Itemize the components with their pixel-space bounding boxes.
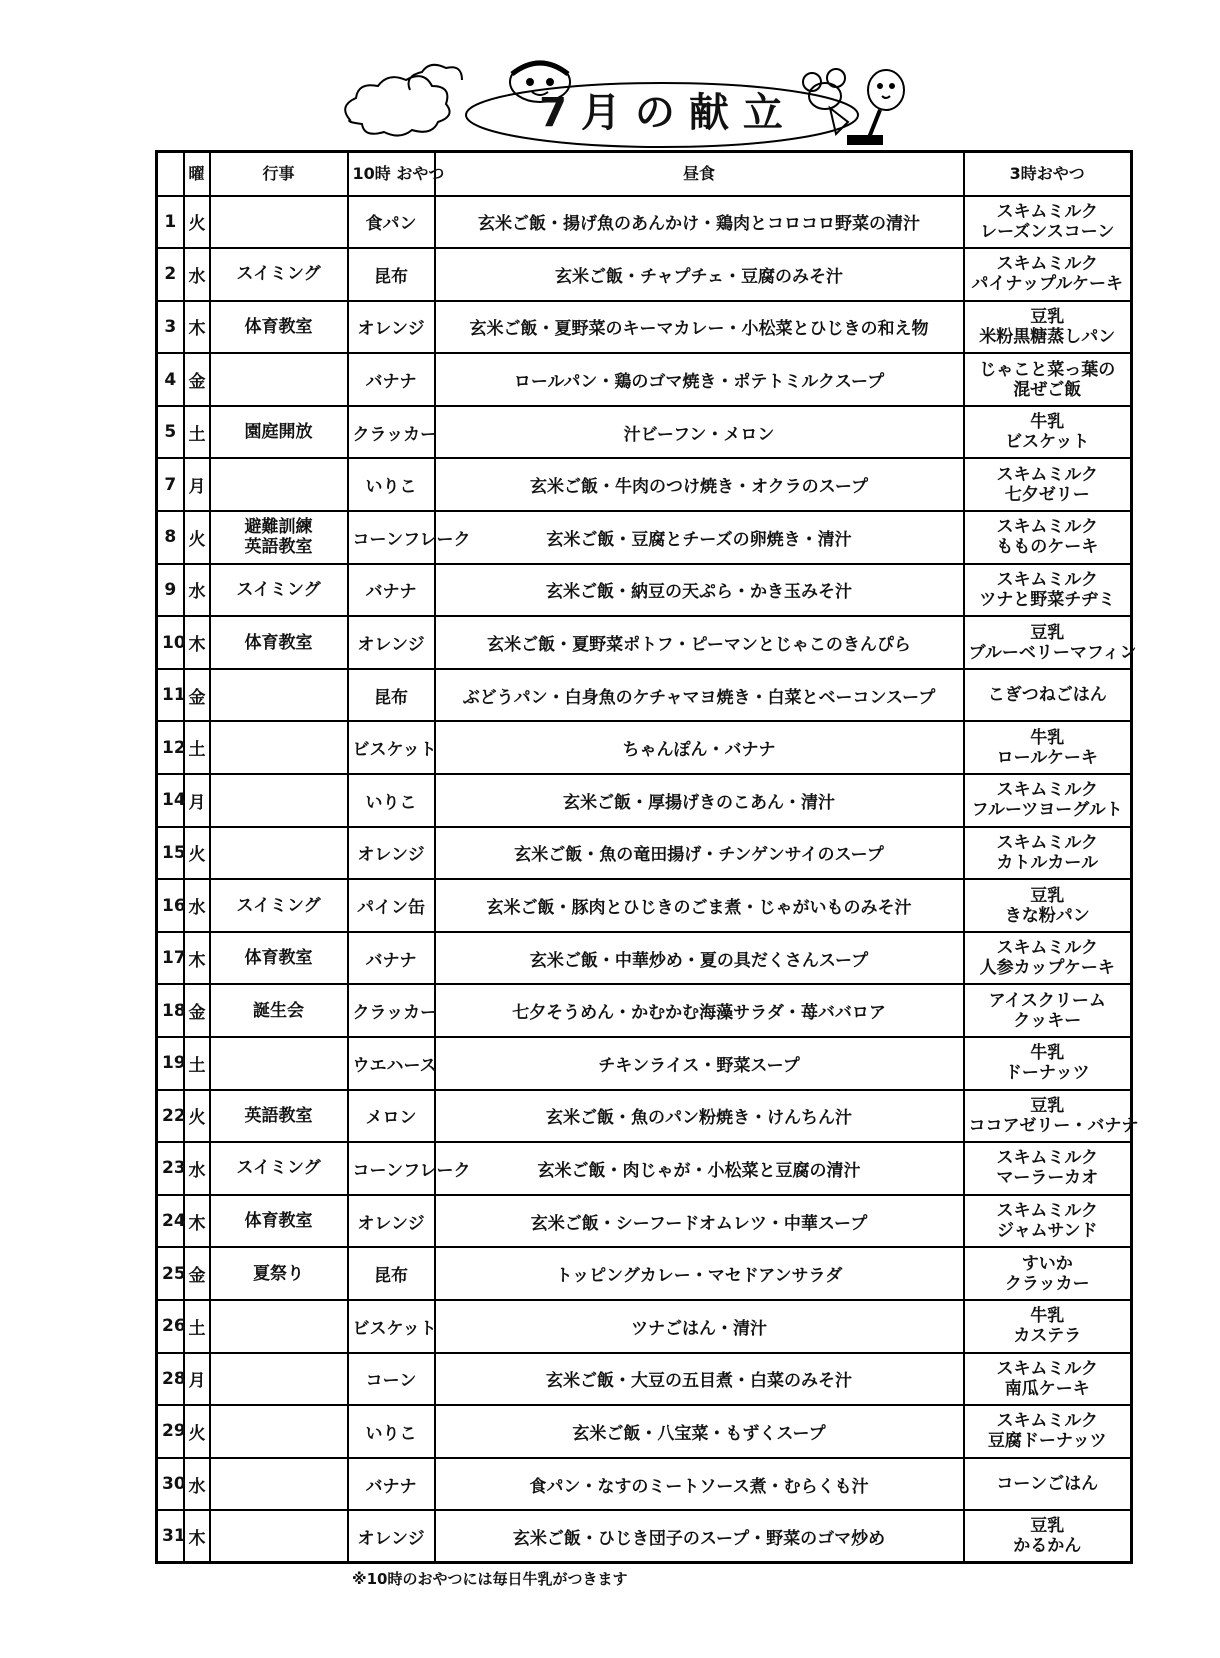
- menu-table: [155, 150, 1139, 1564]
- date-cell: 29: [157, 1405, 184, 1458]
- snack-pm-line: スキムミルク: [996, 1201, 1098, 1222]
- snack-pm-line: スキムミルク: [996, 780, 1098, 801]
- lunch-cell: 玄米ご飯・魚のパン粉焼き・けんちん汁: [435, 1090, 964, 1143]
- table-row: [157, 1090, 1132, 1143]
- snack-pm-line: スキムミルク: [996, 254, 1098, 275]
- header-snack-am-line1: 10時: [352, 164, 391, 184]
- event-cell: [210, 932, 348, 985]
- event-cell: [210, 669, 348, 722]
- snack-pm-cell: [964, 1510, 1132, 1563]
- snack-am-cell: いりこ: [348, 1405, 435, 1458]
- table-row: [157, 1037, 1132, 1090]
- snack-pm-line: 牛乳: [1030, 727, 1065, 748]
- event-cell: [210, 721, 348, 774]
- event-cell: [210, 1300, 348, 1353]
- snack-pm-cell: [964, 932, 1132, 985]
- date-cell: 25: [157, 1247, 184, 1300]
- snack-pm-line: 豆乳: [1030, 306, 1065, 327]
- snack-am-cell: クラッカー: [348, 406, 435, 459]
- snack-am-cell: 食パン: [348, 196, 435, 249]
- lunch-cell: 玄米ご飯・肉じゃが・小松菜と豆腐の清汁: [435, 1142, 964, 1195]
- snack-pm-cell: [964, 1353, 1132, 1406]
- event-line: 体育教室: [244, 948, 313, 969]
- snack-pm-line: マーラーカオ: [996, 1168, 1099, 1189]
- snack-pm-line: スキムミルク: [996, 1358, 1098, 1379]
- event-cell: [210, 196, 348, 249]
- snack-am-cell: コーン: [348, 1353, 435, 1406]
- header-snack-am: [348, 152, 445, 196]
- lunch-cell: 玄米ご飯・シーフードオムレツ・中華スープ: [435, 1195, 964, 1248]
- snack-pm-cell: [964, 1247, 1132, 1300]
- snack-pm-line: パイナップルケーキ: [971, 274, 1124, 295]
- snack-pm-line: 豆乳: [1030, 622, 1065, 643]
- header-snack-am-line2: おやつ: [396, 164, 445, 184]
- dow-cell: 木: [184, 301, 210, 354]
- table-row: [157, 301, 1132, 354]
- dow-cell: 金: [184, 1247, 210, 1300]
- dow-cell: 木: [184, 1510, 210, 1563]
- snack-pm-line: すいか: [1021, 1253, 1073, 1274]
- table-row: [157, 1300, 1132, 1353]
- dow-cell: 木: [184, 616, 210, 669]
- date-cell: 23: [157, 1142, 184, 1195]
- snack-pm-line: クラッカー: [1004, 1273, 1090, 1294]
- snack-pm-cell: [964, 774, 1132, 827]
- snack-am-cell: バナナ: [348, 1458, 435, 1511]
- snack-am-cell: コーンフレーク: [348, 511, 435, 564]
- dow-cell: 水: [184, 248, 210, 301]
- snack-am-cell: コーンフレーク: [348, 1142, 435, 1195]
- snack-am-cell: バナナ: [348, 353, 435, 406]
- event-line: スイミング: [236, 895, 321, 916]
- snack-pm-line: クッキー: [1013, 1010, 1082, 1031]
- table-row: [157, 1142, 1132, 1195]
- snack-pm-cell: [964, 248, 1132, 301]
- snack-am-cell: パイン缶: [348, 879, 435, 932]
- table-row: [157, 879, 1132, 932]
- event-cell: [210, 1510, 348, 1563]
- dow-cell: 火: [184, 827, 210, 880]
- table-row: [157, 406, 1132, 459]
- snack-am-cell: ウエハース: [348, 1037, 435, 1090]
- snack-am-cell: 昆布: [348, 248, 435, 301]
- snack-am-cell: メロン: [348, 1090, 435, 1143]
- table-row: [157, 248, 1132, 301]
- dow-cell: 金: [184, 669, 210, 722]
- event-cell: [210, 616, 348, 669]
- event-line: 英語教室: [244, 1105, 313, 1126]
- event-cell: [210, 1247, 348, 1300]
- dow-cell: 金: [184, 353, 210, 406]
- snack-am-cell: オレンジ: [348, 301, 435, 354]
- event-line: 体育教室: [244, 632, 313, 653]
- dow-cell: 水: [184, 1142, 210, 1195]
- date-cell: 4: [157, 353, 184, 406]
- date-cell: 15: [157, 827, 184, 880]
- snack-pm-line: 混ぜご飯: [1013, 379, 1082, 400]
- dow-cell: 土: [184, 1300, 210, 1353]
- event-cell: [210, 1458, 348, 1511]
- table-row: [157, 1405, 1132, 1458]
- table-row: [157, 1458, 1132, 1511]
- table-row: [157, 721, 1132, 774]
- date-cell: 18: [157, 984, 184, 1037]
- table-row: [157, 1353, 1132, 1406]
- table-row: [157, 984, 1132, 1037]
- snack-pm-line: スキムミルク: [996, 517, 1098, 538]
- snack-am-cell: オレンジ: [348, 616, 435, 669]
- dow-cell: 水: [184, 564, 210, 617]
- snack-am-cell: いりこ: [348, 774, 435, 827]
- snack-am-cell: 昆布: [348, 1247, 435, 1300]
- event-line: 園庭開放: [244, 422, 313, 443]
- snack-pm-cell: [964, 984, 1132, 1037]
- event-cell: [210, 774, 348, 827]
- snack-pm-line: ツナと野菜チヂミ: [979, 589, 1116, 610]
- snack-pm-line: フルーツヨーグルト: [971, 800, 1123, 821]
- dow-cell: 水: [184, 1458, 210, 1511]
- lunch-cell: 玄米ご飯・大豆の五目煮・白菜のみそ汁: [435, 1353, 964, 1406]
- snack-pm-cell: [964, 616, 1137, 669]
- snack-pm-cell: [964, 1090, 1139, 1143]
- dow-cell: 火: [184, 1090, 210, 1143]
- date-cell: 12: [157, 721, 184, 774]
- header-lunch: 昼食: [435, 152, 964, 196]
- snack-pm-cell: [964, 1405, 1132, 1458]
- date-cell: 11: [157, 669, 184, 722]
- snack-pm-line: スキムミルク: [996, 832, 1098, 853]
- dow-cell: 火: [184, 511, 210, 564]
- event-cell: [210, 406, 348, 459]
- menu-body: [157, 196, 1139, 1563]
- snack-am-cell: ビスケット: [348, 1300, 435, 1353]
- lunch-cell: ちゃんぽん・バナナ: [435, 721, 964, 774]
- snack-pm-line: じゃこと菜っ葉の: [979, 359, 1116, 380]
- date-cell: 16: [157, 879, 184, 932]
- snack-pm-line: 南瓜ケーキ: [1004, 1378, 1090, 1399]
- snack-pm-cell: [964, 1037, 1132, 1090]
- date-cell: 19: [157, 1037, 184, 1090]
- snack-pm-line: かるかん: [1013, 1536, 1082, 1557]
- event-line: スイミング: [236, 579, 321, 600]
- snack-pm-line: アイスクリーム: [988, 990, 1106, 1011]
- snack-pm-line: 人参カップケーキ: [979, 958, 1115, 979]
- snack-pm-line: 牛乳: [1030, 412, 1065, 433]
- event-cell: [210, 353, 348, 406]
- snack-am-cell: ビスケット: [348, 721, 435, 774]
- snack-pm-line: スキムミルク: [996, 201, 1098, 222]
- snack-pm-line: ココアゼリー・バナナ: [968, 1115, 1139, 1136]
- snack-pm-line: 米粉黒糖蒸しパン: [979, 326, 1116, 347]
- snack-pm-line: コーンごはん: [996, 1474, 1099, 1495]
- snack-pm-line: もものケーキ: [996, 537, 1099, 558]
- event-cell: [210, 984, 348, 1037]
- snack-am-cell: バナナ: [348, 932, 435, 985]
- event-line: スイミング: [236, 1158, 321, 1179]
- snack-pm-cell: [964, 353, 1132, 406]
- snack-pm-line: ブルーベリーマフィン: [968, 642, 1137, 663]
- date-cell: 22: [157, 1090, 184, 1143]
- snack-pm-line: 豆乳: [1030, 885, 1065, 906]
- snack-am-cell: オレンジ: [348, 827, 435, 880]
- lunch-cell: 玄米ご飯・牛肉のつけ焼き・オクラのスープ: [435, 458, 964, 511]
- snack-pm-cell: [964, 301, 1132, 354]
- date-cell: 5: [157, 406, 184, 459]
- event-cell: [210, 1405, 348, 1458]
- dow-cell: 木: [184, 1195, 210, 1248]
- lunch-cell: 玄米ご飯・魚の竜田揚げ・チンゲンサイのスープ: [435, 827, 964, 880]
- snack-pm-line: 牛乳: [1030, 1306, 1065, 1327]
- snack-pm-cell: [964, 458, 1132, 511]
- event-cell: [210, 511, 348, 564]
- snack-pm-cell: [964, 511, 1132, 564]
- snack-pm-line: ドーナッツ: [1004, 1063, 1090, 1084]
- date-cell: 3: [157, 301, 184, 354]
- lunch-cell: 玄米ご飯・中華炒め・夏の具だくさんスープ: [435, 932, 964, 985]
- dow-cell: 金: [184, 984, 210, 1037]
- snack-am-cell: オレンジ: [348, 1510, 435, 1563]
- event-cell: [210, 248, 348, 301]
- event-cell: [210, 564, 348, 617]
- date-cell: 28: [157, 1353, 184, 1406]
- snack-pm-line: 豆乳: [1030, 1516, 1065, 1537]
- lunch-cell: 玄米ご飯・夏野菜のキーマカレー・小松菜とひじきの和え物: [435, 301, 964, 354]
- table-row: [157, 1510, 1132, 1563]
- snack-pm-line: スキムミルク: [996, 1411, 1098, 1432]
- event-cell: [210, 1090, 348, 1143]
- lunch-cell: 汁ビーフン・メロン: [435, 406, 964, 459]
- header-dow: 曜: [184, 152, 210, 196]
- event-cell: [210, 827, 348, 880]
- date-cell: 8: [157, 511, 184, 564]
- date-cell: 2: [157, 248, 184, 301]
- snack-pm-line: ビスケット: [1005, 432, 1090, 453]
- event-cell: [210, 301, 348, 354]
- snack-am-cell: いりこ: [348, 458, 435, 511]
- lunch-cell: 玄米ご飯・チャプチェ・豆腐のみそ汁: [435, 248, 964, 301]
- snack-pm-cell: [964, 406, 1132, 459]
- date-cell: 24: [157, 1195, 184, 1248]
- snack-am-cell: オレンジ: [348, 1195, 435, 1248]
- date-cell: 31: [157, 1510, 184, 1563]
- snack-am-cell: 昆布: [348, 669, 435, 722]
- lunch-cell: ツナごはん・清汁: [435, 1300, 964, 1353]
- snack-pm-line: ロールケーキ: [996, 747, 1098, 768]
- snack-pm-cell: [964, 721, 1132, 774]
- date-cell: 7: [157, 458, 184, 511]
- table-row: [157, 196, 1132, 249]
- event-cell: [210, 1353, 348, 1406]
- lunch-cell: 玄米ご飯・ひじき団子のスープ・野菜のゴマ炒め: [435, 1510, 964, 1563]
- event-cell: [210, 879, 348, 932]
- snack-pm-line: 豆乳: [1030, 1095, 1065, 1116]
- snack-pm-cell: [964, 564, 1132, 617]
- event-line: 避難訓練: [244, 517, 313, 538]
- snack-pm-cell: [964, 1142, 1132, 1195]
- date-cell: 1: [157, 196, 184, 249]
- event-cell: [210, 1142, 348, 1195]
- snack-pm-line: カステラ: [1013, 1326, 1082, 1347]
- lunch-cell: チキンライス・野菜スープ: [435, 1037, 964, 1090]
- date-cell: 14: [157, 774, 184, 827]
- dow-cell: 火: [184, 1405, 210, 1458]
- snack-pm-line: ジャムサンド: [997, 1221, 1098, 1242]
- header-snack-pm: 3時おやつ: [964, 152, 1132, 196]
- event-line: スイミング: [236, 264, 321, 285]
- dow-cell: 土: [184, 1037, 210, 1090]
- lunch-cell: トッピングカレー・マセドアンサラダ: [435, 1247, 964, 1300]
- snack-pm-line: こぎつねごはん: [987, 685, 1107, 706]
- snack-pm-line: 牛乳: [1030, 1043, 1065, 1064]
- date-cell: 26: [157, 1300, 184, 1353]
- date-cell: 10: [157, 616, 184, 669]
- snack-pm-line: スキムミルク: [996, 569, 1098, 590]
- table-row: [157, 458, 1132, 511]
- event-cell: [210, 1037, 348, 1090]
- lunch-cell: 玄米ご飯・夏野菜ポトフ・ピーマンとじゃこのきんぴら: [435, 616, 964, 669]
- snack-pm-cell: [964, 1300, 1132, 1353]
- snack-pm-cell: [964, 879, 1132, 932]
- lunch-cell: 玄米ご飯・揚げ魚のあんかけ・鶏肉とコロコロ野菜の清汁: [435, 196, 964, 249]
- lunch-cell: 玄米ご飯・豚肉とひじきのごま煮・じゃがいものみそ汁: [435, 879, 964, 932]
- table-row: [157, 827, 1132, 880]
- header-date: [157, 152, 184, 196]
- date-cell: 17: [157, 932, 184, 985]
- snack-pm-line: カトルカール: [996, 852, 1099, 873]
- footnote: ※10時のおやつには毎日牛乳がつきます: [352, 1570, 628, 1588]
- event-line: 誕生会: [253, 1000, 304, 1021]
- table-row: [157, 1195, 1132, 1248]
- table-row: [157, 669, 1132, 722]
- snack-pm-line: スキムミルク: [996, 938, 1098, 959]
- event-cell: [210, 1195, 348, 1248]
- event-cell: [210, 458, 348, 511]
- table-row: [157, 353, 1132, 406]
- header-event: 行事: [210, 152, 348, 196]
- dow-cell: 月: [184, 774, 210, 827]
- lunch-cell: 玄米ご飯・八宝菜・もずくスープ: [435, 1405, 964, 1458]
- snack-pm-line: スキムミルク: [996, 464, 1098, 485]
- page-title: 7月の献立: [539, 90, 797, 136]
- event-line: 夏祭り: [253, 1263, 304, 1284]
- snack-pm-cell: [964, 1458, 1132, 1511]
- dow-cell: 月: [184, 1353, 210, 1406]
- table-row: [157, 774, 1132, 827]
- snack-am-cell: クラッカー: [348, 984, 435, 1037]
- table-row: [157, 616, 1132, 669]
- snack-pm-cell: [964, 827, 1132, 880]
- table-row: [157, 511, 1132, 564]
- dow-cell: 月: [184, 458, 210, 511]
- dow-cell: 木: [184, 932, 210, 985]
- snack-pm-line: 豆腐ドーナッツ: [987, 1431, 1107, 1452]
- snack-pm-cell: [964, 1195, 1132, 1248]
- snack-pm-cell: [964, 196, 1132, 249]
- lunch-cell: 七夕そうめん・かむかむ海藻サラダ・苺ババロア: [435, 984, 964, 1037]
- event-line: 英語教室: [244, 537, 313, 558]
- date-cell: 9: [157, 564, 184, 617]
- snack-pm-line: スキムミルク: [996, 1148, 1098, 1169]
- dow-cell: 土: [184, 721, 210, 774]
- snack-pm-line: きな粉パン: [1004, 905, 1090, 926]
- lunch-cell: 玄米ご飯・厚揚げきのこあん・清汁: [435, 774, 964, 827]
- table-row: [157, 564, 1132, 617]
- snack-pm-line: 七夕ゼリー: [1004, 484, 1090, 505]
- snack-pm-cell: [964, 669, 1132, 722]
- date-cell: 30: [157, 1458, 184, 1511]
- lunch-cell: 食パン・なすのミートソース煮・むらくも汁: [435, 1458, 964, 1511]
- lunch-cell: 玄米ご飯・納豆の天ぷら・かき玉みそ汁: [435, 564, 964, 617]
- table-row: [157, 932, 1132, 985]
- lunch-cell: ロールパン・鶏のゴマ焼き・ポテトミルクスープ: [435, 353, 964, 406]
- header-row: [157, 152, 1132, 196]
- snack-pm-line: レーズンスコーン: [980, 221, 1115, 242]
- event-line: 体育教室: [244, 1211, 313, 1232]
- snack-am-cell: バナナ: [348, 564, 435, 617]
- dow-cell: 土: [184, 406, 210, 459]
- event-line: 体育教室: [244, 316, 313, 337]
- lunch-cell: 玄米ご飯・豆腐とチーズの卵焼き・清汁: [435, 511, 964, 564]
- lunch-cell: ぶどうパン・白身魚のケチャマヨ焼き・白菜とベーコンスープ: [435, 669, 964, 722]
- table-row: [157, 1247, 1132, 1300]
- dow-cell: 火: [184, 196, 210, 249]
- dow-cell: 水: [184, 879, 210, 932]
